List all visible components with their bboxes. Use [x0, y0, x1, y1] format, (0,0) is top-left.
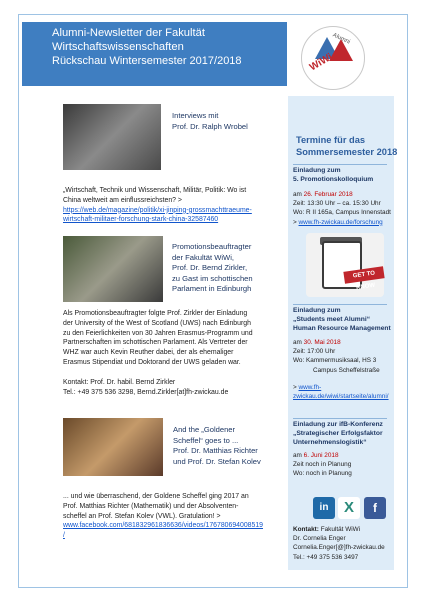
xing-icon[interactable]: X [338, 497, 360, 519]
get-to-know-cup-image [306, 233, 384, 297]
article2-body-line6: Erasmus Stipendiat und Doktorand der UWS geladen war. [63, 358, 241, 366]
article2-body-line4: Partnerschaften im schottischen Parlament. Als Vertreter der [63, 339, 248, 347]
article3-body-line1: ... und wie überraschend, der Goldene Scheffel ging 2017 an [63, 493, 249, 500]
event1-link[interactable]: www.fh-zwickau.de/forschung [298, 218, 383, 226]
event2-details [293, 338, 389, 401]
event3-location: Wo: noch in Planung [293, 470, 352, 478]
article1-body-line1: „Wirtschaft, Technik und Wissenschaft, Militär, Politik: Wo ist [63, 187, 247, 194]
event1-time: Zeit: 13:30 Uhr – ca. 15:30 Uhr [293, 200, 381, 208]
event1-location: Wo: R II 165a, Campus Innenstadt [293, 209, 391, 217]
article1-body-line2: China weltweit am einflussreichsten? > [63, 196, 182, 204]
sidebar-title [296, 134, 397, 158]
article2-body-line1: Als Promotionsbeauftragter folgte Prof. Zirkler der Einladung [63, 310, 248, 317]
article2-caption-line3: Prof. Dr. Bernd Zirkler, [172, 263, 248, 272]
event1-date: am 26. Februar 2018 [293, 191, 353, 198]
event2-link-line1[interactable]: www.fh- [298, 383, 322, 391]
article2-caption [172, 242, 253, 295]
event2-date-value: 30. Mai 2018 [303, 339, 341, 346]
article1-link-line1[interactable]: https://web.de/magazine/politik/xi-jinping-grossmachttraeume- [63, 206, 252, 214]
event3-time: Zeit noch in Planung [293, 461, 352, 469]
article3-caption-line1: And the „Goldener [173, 425, 236, 434]
event3-date: am 6. Juni 2018 [293, 452, 339, 459]
logo-arc-text: Alumni [331, 32, 351, 46]
article3-body-line2: Prof. Matthias Richter (Mathematik) und der Absolventen- [63, 502, 239, 510]
header-subtitle: Rückschau Wintersemester 2017/2018 [52, 55, 242, 67]
event1-date-value: 26. Februar 2018 [303, 191, 353, 198]
article3-caption-line3: Prof. Dr. Matthias Richter [173, 446, 258, 455]
event1-heading-line1: Einladung zum [293, 167, 341, 174]
wiwi-alumni-logo [301, 26, 365, 90]
article2-caption-line4: zu Gast im schottischen [172, 273, 253, 283]
article1-caption-line2: Prof. Dr. Ralph Wrobel [172, 121, 248, 131]
photo-goldener-scheffel [63, 418, 163, 476]
event2-link-line2[interactable]: zwickau.de/wiwi/startseite/alumni/ [293, 393, 389, 401]
photo-scottish-parliament [63, 236, 163, 302]
event1-link-row[interactable]: > www.fh-zwickau.de/forschung [293, 218, 383, 226]
newsletter-header [22, 22, 287, 86]
article2-body-line3: zu den Feierlichkeiten von 30 Jahren Erasmus-Programm und [63, 329, 253, 337]
contact-name: Dr. Cornelia Enger [293, 535, 346, 543]
article1-link[interactable] [63, 206, 252, 226]
article1-body [63, 186, 252, 225]
facebook-icon[interactable]: f [364, 497, 386, 519]
sidebar-divider [293, 304, 387, 305]
article2-body-line5: WHZ war auch Kevin Reuther dabei, der als ehemaliger [63, 349, 234, 357]
event2-heading-line2: „Students meet Alumni“ [293, 316, 371, 323]
linkedin-icon[interactable]: in [313, 497, 335, 519]
article3-body-line3: scheffel an Prof. Stefan Kolev (VWL). Gratulation! > [63, 512, 221, 520]
event3-heading-line2: „Strategischer Erfolgsfaktor [293, 430, 383, 437]
article3-caption [173, 425, 261, 467]
event2-heading-line3: Human Resource Management [293, 325, 391, 332]
event3-heading-line3: Unternehmenslogistik“ [293, 439, 367, 446]
header-title-line1: Alumni-Newsletter der Fakultät [52, 27, 205, 39]
article3-caption-line2: Scheffel“ goes to ... [173, 435, 239, 445]
article2-caption-line2: der Fakultät WiWi, [172, 252, 235, 262]
contact-email[interactable]: Cornelia.Enger[@]fh-zwickau.de [293, 544, 385, 552]
article1-caption [172, 111, 248, 132]
event1-heading-line2: 5. Promotionskolloquium [293, 176, 374, 183]
event3-details [293, 451, 352, 479]
contact-phone: Tel.: +49 375 536 3497 [293, 553, 359, 561]
event3-heading-line1: Einladung zur ifB-Konferenz [293, 421, 383, 428]
header-title-line2: Wirtschaftswissenschaften [52, 41, 184, 53]
article3-body [63, 492, 263, 541]
article2-contact-line1: Kontakt: Prof. Dr. habil. Bernd Zirkler [63, 379, 176, 386]
sidebar-title-line2: Sommersemester 2018 [296, 147, 398, 157]
article2-caption-line5: Parlament in Edinburgh [172, 284, 252, 293]
article2-contact [63, 378, 228, 398]
event2-location: Wo: Kammermusiksaal, HS 3 [293, 357, 377, 365]
event2-link[interactable]: > www.fh- [293, 383, 322, 391]
event1-details [293, 190, 391, 227]
article3-link[interactable] [63, 521, 263, 541]
article3-caption-line4: und Prof. Dr. Stefan Kolev [173, 456, 261, 466]
article3-link-line1[interactable]: www.facebook.com/681832961836636/videos/1767806940085​19 [63, 522, 263, 530]
event2-heading [293, 306, 391, 333]
event2-time: Zeit: 17:00 Uhr [293, 348, 336, 356]
article2-body-line2: der University of the West of Scotland (UWS) nach Edinburgh [63, 319, 251, 327]
article1-link-line2[interactable]: wirtschaft-militaer-forschung-stark-china-32587460 [63, 216, 219, 224]
contact-heading: Kontakt: Fakultät WiWi [293, 526, 361, 533]
sidebar-divider [293, 418, 387, 419]
cup-text: GET TO KNOW [343, 266, 384, 283]
sidebar-title-line1: Termine für das [296, 135, 366, 145]
article1-caption-line1: Interviews mit [172, 111, 219, 120]
event2-date: am 30. Mai 2018 [293, 339, 341, 346]
article2-body [63, 309, 253, 368]
event3-date-value: 6. Juni 2018 [303, 452, 339, 459]
sidebar-contact [293, 525, 385, 562]
event3-heading [293, 420, 383, 447]
event2-location-line2: Campus Scheffelstraße [313, 366, 380, 374]
sidebar-divider [293, 164, 387, 165]
article2-contact-line2: Tel.: +49 375 536 3298, Bernd.Zirkler[at]fh-zwickau.de [63, 388, 229, 396]
photo-ralph-wrobel [63, 104, 161, 170]
event2-heading-line1: Einladung zum [293, 307, 341, 314]
event1-heading [293, 166, 373, 184]
article3-link-line2[interactable]: / [63, 532, 65, 540]
article2-caption-line1: Promotionsbeauftragter [172, 242, 252, 251]
logo-wiwi-text: WiWi [307, 51, 335, 74]
